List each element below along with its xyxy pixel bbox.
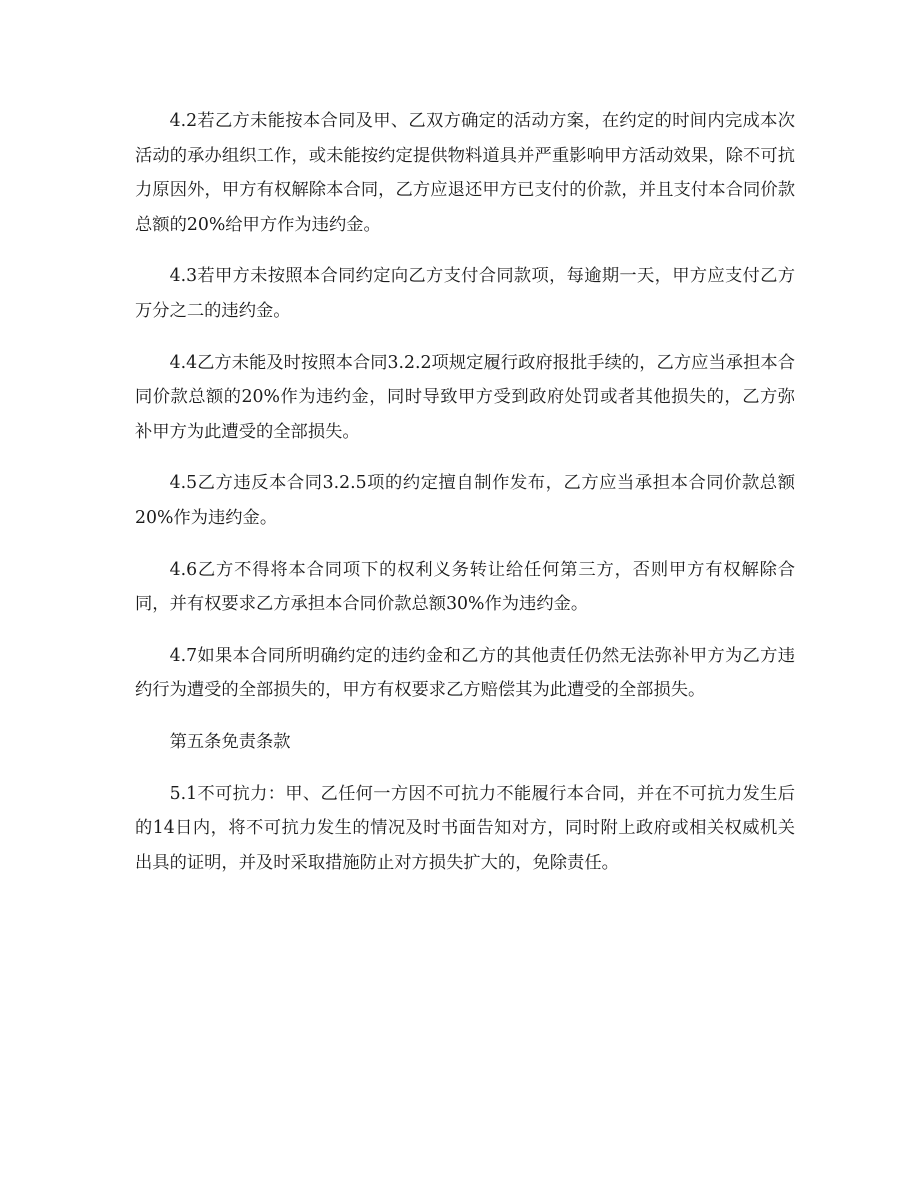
- clause-4-4: 4.4乙方未能及时按照本合同3.2.2项规定履行政府报批手续的，乙方应当承担本合同价款总额的20%作为违约金，同时导致甲方受到政府处罚或者其他损失的，乙方弥补甲方为此遭受的全部损失。: [135, 352, 795, 442]
- document-body: [135, 104, 795, 897]
- clause-4-3: 4.3若甲方未按照本合同约定向乙方支付合同款项，每逾期一天，甲方应支付乙方万分之二的违约金。: [135, 266, 795, 321]
- section-heading-article-5: 第五条免责条款: [169, 731, 291, 752]
- clause-4-5: 4.5乙方违反本合同3.2.5项的约定擅自制作发布，乙方应当承担本合同价款总额20%作为违约金。: [135, 473, 795, 528]
- clause-4-6: 4.6乙方不得将本合同项下的权利义务转让给任何第三方，否则甲方有权解除合同，并有权要求乙方承担本合同价款总额30%作为违约金。: [135, 559, 795, 615]
- clause-4-7: 4.7如果本合同所明确约定的违约金和乙方的其他责任仍然无法弥补甲方为乙方违约行为遭受的全部损失的，甲方有权要求乙方赔偿其为此遭受的全部损失。: [135, 645, 795, 701]
- clause-4-2: 4.2若乙方未能按本合同及甲、乙双方确定的活动方案，在约定的时间内完成本次活动的承办组织工作，或未能按约定提供物料道具并严重影响甲方活动效果，除不可抗力原因外，甲方有权解除本合同，乙方应退还甲方已支付的价款，并且支付本合同价款总额的20%给甲方作为违约金。: [135, 111, 795, 235]
- clause-5-1: 5.1不可抗力：甲、乙任何一方因不可抗力不能履行本合同，并在不可抗力发生后的14日内，将不可抗力发生的情况及时书面告知对方，同时附上政府或相关权威机关出具的证明，并及时采取措施防止对方损失扩大的，免除责任。: [135, 783, 795, 873]
